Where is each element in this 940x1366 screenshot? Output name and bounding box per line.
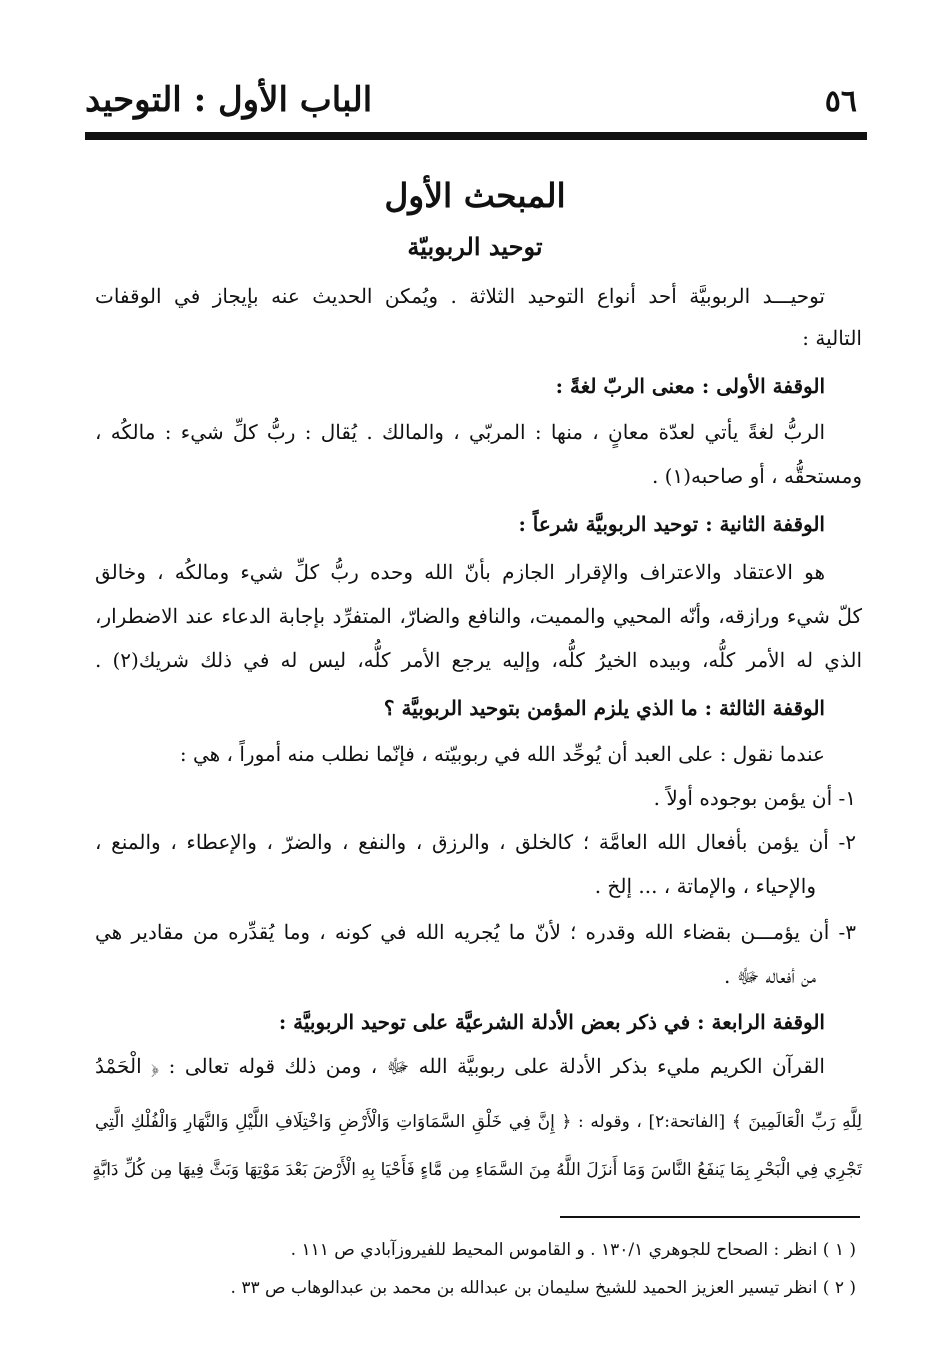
heading-first-stop: الوقفة الأولى : معنى الربّ لغةً : [555, 374, 825, 398]
intro-line-2: التالية : [802, 326, 862, 350]
heading-second-stop: الوقفة الثانية : توحيد الربوبيَّة شرعاً : [518, 512, 825, 536]
quran-verse-line: لِلَّهِ رَبِّ الْعَالَمِينَ ﴾ [الفاتحة:٢] ، وقوله : ﴿ إِنَّ فِي خَلْقِ السَّمَاوَاتِ وَالْأَرْضِ وَاخْتِلَافِ اللَّيْلِ وَالنَّهَارِ وَالْفُلْكِ الَّتِي [95, 1112, 863, 1132]
footnote-1: ( ١ ) انظر : الصحاح للجوهري ١٣٠/١ . و القاموس المحيط للفيروزآبادي ص ١١١ . [290, 1240, 856, 1260]
header-rule [85, 132, 867, 140]
paragraph-line: هو الاعتقاد والاعتراف والإقرار الجازم بأنّ الله وحده ربُّ كلِّ شيء ومالكُه ، وخالق [95, 560, 825, 584]
footnote-2: ( ٢ ) انظر تيسير العزيز الحميد للشيخ سليمان بن عبدالله بن محمد بن عبدالوهاب ص ٣٣ . [230, 1278, 856, 1298]
list-item: ٢- أن يؤمن بأفعال الله العامَّة ؛ كالخلق ، والرزق ، والنفع ، والضرّ ، والإعطاء ، والمنع ، [95, 830, 856, 854]
paragraph-line: الربُّ لغةً يأتي لعدّة معانٍ ، منها : المربّي ، والمالك . يُقال : ربُّ كلِّ شيء : مالكُه ، [95, 420, 825, 444]
paragraph-line: عندما نقول : على العبد أن يُوحِّد الله في ربوبيّته ، فإنّما نطلب منه أموراً ، هي : [179, 742, 825, 766]
heading-fourth-stop: الوقفة الرابعة : في ذكر بعض الأدلة الشرعيَّة على توحيد الربوبيَّة : [278, 1010, 825, 1034]
paragraph-line: كلّ شيء ورازقه، وأنّه المحيي والمميت، والنافع والضارّ، المتفرِّد بإجابة الدعاء عند الاضطرار، [95, 604, 862, 628]
running-title: الباب الأول : التوحيد [85, 80, 373, 120]
list-item-continuation: والإحياء ، والإماتة ، ... إلخ . [594, 874, 816, 898]
paragraph-line: القرآن الكريم مليء بذكر الأدلة على ربوبيَّة الله ﷻ ، ومن ذلك قوله تعالى : ﴿ الْحَمْدُ [95, 1054, 825, 1078]
list-item: ٣- أن يؤمـــن بقضاء الله وقدره ؛ لأنّ ما يُجريه الله في كونه ، وما يُقدِّره من مقادير هي [95, 920, 856, 944]
footnote-rule [560, 1216, 860, 1218]
list-item-continuation: من أفعاله ﷻ . [724, 964, 816, 988]
page-number: ٥٦ [824, 84, 857, 119]
section-title: المبحث الأول [384, 176, 566, 215]
quran-verse-line: تَجْرِي فِي الْبَحْرِ بِمَا يَنفَعُ النَّاسَ وَمَا أَنزَلَ اللَّهُ مِنَ السَّمَاءِ مِن مَّاءٍ فَأَحْيَا بِهِ الْأَرْضَ بَعْدَ مَوْتِهَا وَبَثَّ فِيهَا مِن كُلِّ دَابَّةٍ [92, 1160, 862, 1180]
section-subtitle: توحيد الربوبيّة [407, 232, 543, 261]
paragraph-line: ومستحقُّه ، أو صاحبه(١) . [651, 464, 862, 488]
paragraph-line: الذي له الأمر كلُّه، وبيده الخيرُ كلُّه، وإليه يرجع الأمر كلُّه، ليس له في ذلك شريك(٢) . [95, 648, 862, 672]
intro-line-1: توحيـــد الربوبيَّة أحد أنواع التوحيد الثلاثة . ويُمكن الحديث عنه بإيجاز في الوقفات [95, 284, 825, 308]
list-item: ١- أن يؤمن بوجوده أولاً . [653, 786, 856, 810]
page-header [85, 78, 865, 128]
heading-third-stop: الوقفة الثالثة : ما الذي يلزم المؤمن بتوحيد الربوبيَّة ؟ [383, 696, 825, 720]
